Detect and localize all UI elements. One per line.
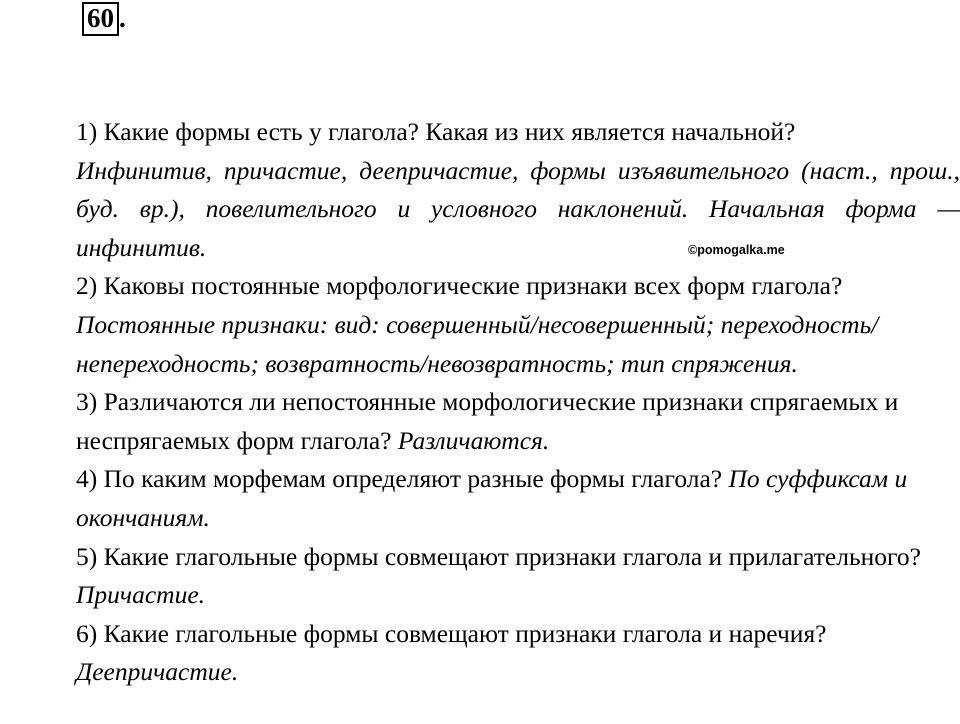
- answer-6: Деепричастие.: [76, 657, 239, 687]
- paragraph-4: [4, 460, 960, 537]
- answer-5: Причастие.: [76, 580, 206, 610]
- exercise-number-box: 60: [82, 2, 119, 36]
- question-2: 2) Каковы постоянные морфологические признаки всех форм глагола?: [76, 271, 843, 301]
- exercise-number-dot: .: [119, 3, 126, 33]
- paragraph-6: [4, 615, 960, 692]
- answer-3: Различаются.: [397, 425, 550, 455]
- watermark-text: ©pomogalka.me: [688, 243, 785, 257]
- question-3: 3) Различаются ли непостоянные морфологические признаки спрягаемых и неспрягаемых форм глагола?: [76, 387, 899, 455]
- question-1: 1) Какие формы есть у глагола? Какая из них является начальной?: [76, 117, 796, 146]
- exercise-number: [82, 2, 126, 36]
- question-5: 5) Какие глагольные формы совмещают признаки глагола и прилагательного?: [76, 541, 921, 571]
- answer-1: Инфинитив, причастие, деепричастие, формы изъявительного (наст., прош., буд. вр.), повелительного и условного наклонений. Начальная форма — инфинитив.: [76, 155, 960, 262]
- question-6: 6) Какие глагольные формы совмещают признаки глагола и наречия?: [76, 618, 827, 648]
- paragraph-3: [4, 383, 960, 460]
- answer-2: Постоянные признаки: вид: совершенный/несовершенный; переходность/непереходность; возвратность/невозвратность; тип спряжения.: [76, 309, 879, 378]
- exercise-text: [4, 113, 960, 692]
- paragraph-5: [4, 538, 960, 615]
- question-4: 4) По каким морфемам определяют разные формы глагола?: [76, 464, 723, 494]
- answer-4: По суффиксам и окончаниям.: [76, 464, 908, 532]
